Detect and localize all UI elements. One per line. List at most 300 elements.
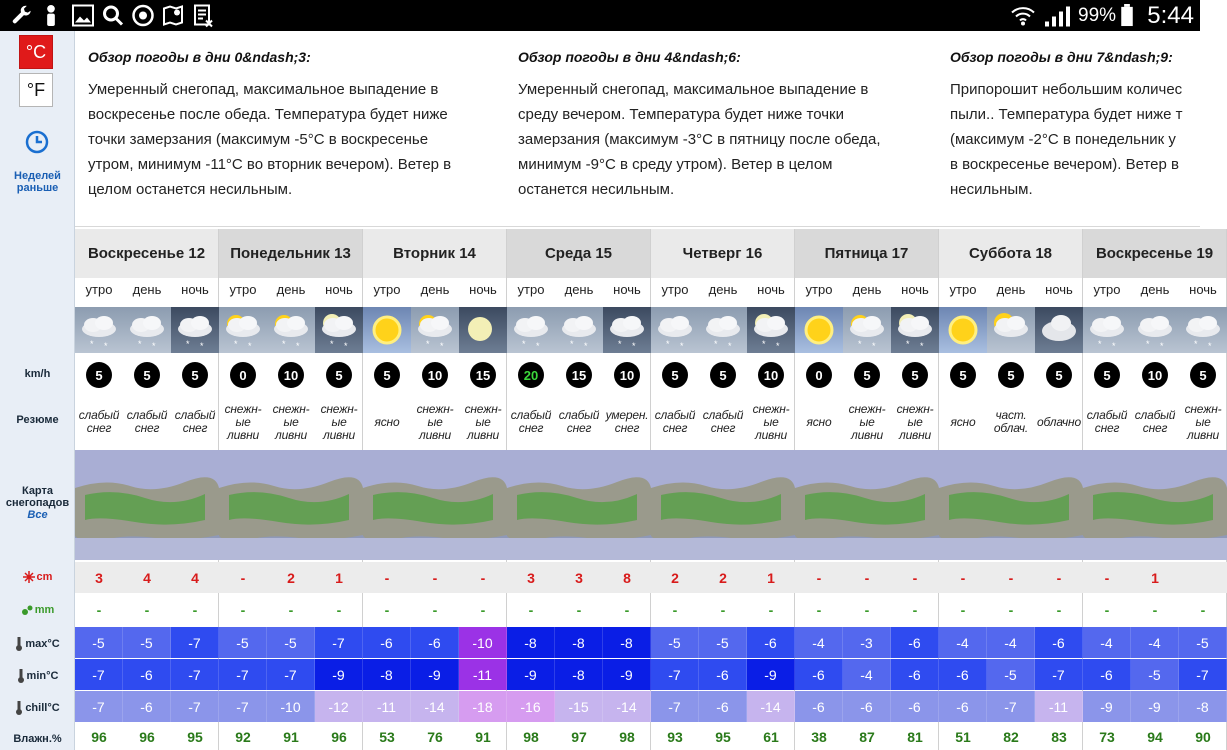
- summary-line: минимум -9°C в среду утром). Ветер в целом: [518, 156, 833, 173]
- wind-speed-icon: 5: [134, 362, 160, 388]
- chill-label: [0, 701, 75, 715]
- thermometer-icon: [15, 701, 23, 715]
- svg-text:*: *: [152, 341, 156, 351]
- sun-snow-weather-icon: [843, 307, 891, 353]
- summary-line: целом останется несильным.: [88, 181, 293, 198]
- person-icon: [42, 4, 60, 27]
- hum-row: [219, 723, 363, 750]
- condition-line: снег: [566, 421, 592, 435]
- min-value: -6: [123, 659, 171, 690]
- snow-map-label: [0, 485, 75, 521]
- rain-value: -: [432, 601, 438, 618]
- hum-value: 61: [763, 728, 779, 745]
- condition-summary: [795, 397, 843, 447]
- rain-value: -: [864, 601, 870, 618]
- summary-line: в воскресенье вечером). Ветер в: [950, 156, 1179, 173]
- max-row: [1083, 627, 1227, 658]
- chill-value: -14: [411, 691, 459, 722]
- chill-value: -18: [459, 691, 507, 722]
- condition-line: снежн-: [752, 401, 790, 416]
- snow-value: 1: [335, 569, 343, 586]
- svg-text:*: *: [440, 341, 444, 351]
- condition-line: част.: [995, 408, 1027, 422]
- snowflake-icon: [23, 571, 35, 583]
- condition-line: ые: [283, 414, 299, 429]
- snow-value: -: [864, 569, 870, 586]
- wind-cell: [459, 361, 507, 389]
- period-label: ночь: [757, 282, 785, 297]
- wind-speed-icon: 5: [86, 362, 112, 388]
- night-snow-weather-icon: [171, 307, 219, 353]
- hum-value: 51: [955, 728, 971, 745]
- wind-cell: [123, 361, 171, 389]
- min-value: -9: [603, 659, 651, 690]
- day-column: [363, 229, 507, 750]
- condition-line: ые: [427, 414, 443, 429]
- rain-value: -: [288, 601, 294, 618]
- hum-value: 87: [859, 728, 875, 745]
- snow-row: [219, 562, 363, 593]
- summary-line: замерзания (максимум -3°C в пятницу после обеда,: [518, 131, 881, 148]
- svg-text:*: *: [90, 339, 94, 349]
- snow-map-thumbnail[interactable]: [1083, 450, 1227, 560]
- condition-line: ые: [859, 414, 875, 429]
- min-value: -9: [507, 659, 555, 690]
- chill-row: [795, 691, 939, 722]
- condition-line: ясно: [950, 414, 976, 429]
- snow-value: 1: [1151, 569, 1159, 586]
- svg-text:*: *: [920, 341, 924, 351]
- chill-value: -11: [1035, 691, 1083, 722]
- condition-line: снежн-: [848, 401, 886, 416]
- night-snow-weather-icon: [603, 307, 651, 353]
- condition-line: снежн-: [1184, 401, 1222, 416]
- hum-value: 92: [235, 728, 251, 745]
- snow-value: 2: [287, 569, 295, 586]
- summary-label: Резюме: [16, 414, 59, 426]
- condition-summary: [939, 397, 987, 447]
- snow-value: 2: [719, 569, 727, 586]
- max-value: -5: [123, 627, 171, 658]
- svg-text:*: *: [714, 339, 718, 349]
- chill-value: -6: [939, 691, 987, 722]
- period-label: утро: [517, 282, 545, 297]
- min-row: [795, 659, 939, 690]
- hum-value: 83: [1051, 728, 1067, 745]
- period-label: день: [852, 282, 882, 297]
- thermometer-icon: [15, 637, 23, 651]
- svg-text:*: *: [282, 339, 286, 349]
- battery-percent: 99%: [1078, 5, 1117, 26]
- max-value: -10: [459, 627, 507, 658]
- period-label: утро: [229, 282, 257, 297]
- condition-line: ливни: [323, 427, 355, 442]
- summary-line: Припорошит небольшим количес: [950, 81, 1183, 98]
- svg-text:*: *: [1208, 341, 1212, 351]
- wind-speed-icon: 5: [854, 362, 880, 388]
- condition-summary: [75, 397, 123, 447]
- wind-cell: [747, 361, 795, 389]
- condition-line: слабый: [702, 408, 744, 422]
- max-row: [939, 627, 1083, 658]
- period-label: утро: [805, 282, 833, 297]
- min-value: -7: [651, 659, 699, 690]
- min-row: [939, 659, 1083, 690]
- snow-row: [363, 562, 507, 593]
- chill-row: [939, 691, 1083, 722]
- rain-value: -: [624, 601, 630, 618]
- snow-weather-icon: [1179, 307, 1227, 353]
- summary-title: Обзор погоды в дни 7&ndash;9:: [950, 49, 1173, 65]
- condition-line: слабый: [174, 408, 216, 422]
- wind-speed-icon: 5: [1190, 362, 1216, 388]
- condition-line: снег: [134, 421, 160, 435]
- rain-value: -: [960, 601, 966, 618]
- rain-label: [0, 604, 75, 616]
- day-header: Суббота 18: [939, 229, 1082, 278]
- svg-text:*: *: [330, 339, 334, 349]
- svg-text:*: *: [426, 339, 430, 349]
- condition-line: слабый: [558, 408, 600, 422]
- chill-value: -9: [1083, 691, 1131, 722]
- signal-icon: [1044, 4, 1074, 27]
- chill-value: -6: [795, 691, 843, 722]
- chill-row: [651, 691, 795, 722]
- svg-text:*: *: [584, 341, 588, 351]
- previous-weeks-link[interactable]: [0, 170, 75, 194]
- day-column: [939, 229, 1083, 750]
- wind-cell: [987, 361, 1035, 389]
- wind-cell: [75, 361, 123, 389]
- snow-weather-icon: [699, 307, 747, 353]
- wind-cell: [651, 361, 699, 389]
- chill-value: -7: [987, 691, 1035, 722]
- hum-row: [795, 723, 939, 750]
- max-value: -4: [1131, 627, 1179, 658]
- rain-value: -: [816, 601, 822, 618]
- rain-value: -: [528, 601, 534, 618]
- chill-value: -10: [267, 691, 315, 722]
- wind-speed-icon: 5: [374, 362, 400, 388]
- condition-line: ясно: [806, 414, 832, 429]
- wrench-icon: [10, 4, 34, 27]
- summary-line: останется несильным.: [518, 181, 675, 198]
- snow-row: [1083, 562, 1227, 593]
- condition-line: ливни: [899, 427, 931, 442]
- condition-summary: [123, 397, 171, 447]
- svg-text:*: *: [138, 339, 142, 349]
- wind-cell: [843, 361, 891, 389]
- max-value: -7: [315, 627, 363, 658]
- snow-map-thumbnail[interactable]: [363, 450, 507, 560]
- rain-value: -: [384, 601, 390, 618]
- wind-speed-icon: 0: [230, 362, 256, 388]
- svg-text:*: *: [570, 339, 574, 349]
- snow-value: -: [1104, 569, 1110, 586]
- chill-value: -9: [1131, 691, 1179, 722]
- condition-line: ливни: [275, 427, 307, 442]
- wind-cell: [507, 361, 555, 389]
- max-row: [363, 627, 507, 658]
- snow-unit: cm: [36, 571, 53, 583]
- cloud-night-weather-icon: [1035, 307, 1083, 353]
- moon-snow-weather-icon: [315, 307, 363, 353]
- day-column: [75, 229, 219, 750]
- min-value: -7: [75, 659, 123, 690]
- svg-text:*: *: [536, 341, 540, 351]
- snow-weather-icon: [75, 307, 123, 353]
- chill-row: [1083, 691, 1227, 722]
- wind-speed-icon: 5: [662, 362, 688, 388]
- chill-value: -6: [699, 691, 747, 722]
- wind-speed-icon: 5: [710, 362, 736, 388]
- condition-summary: [843, 397, 891, 447]
- svg-text:*: *: [104, 341, 108, 351]
- hum-value: 93: [667, 728, 683, 745]
- condition-summary: [891, 397, 939, 447]
- condition-line: слабый: [510, 408, 552, 422]
- snow-map-thumbnail[interactable]: [939, 450, 1083, 560]
- moon-snow-weather-icon: [747, 307, 795, 353]
- condition-summary: [315, 397, 363, 447]
- condition-summary: [507, 397, 555, 447]
- hum-row: [1083, 723, 1227, 750]
- svg-text:*: *: [522, 339, 526, 349]
- max-value: -8: [555, 627, 603, 658]
- condition-line: ливни: [1187, 427, 1219, 442]
- period-label: день: [132, 282, 162, 297]
- summary-title: Обзор погоды в дни 4&ndash;6:: [518, 49, 741, 65]
- rain-row: [507, 594, 651, 625]
- clock-icon[interactable]: [25, 130, 49, 154]
- svg-text:*: *: [906, 339, 910, 349]
- summary-line: пыли.. Температура будет ниже т: [950, 106, 1183, 123]
- condition-summary: [747, 397, 795, 447]
- snow-map-thumbnail[interactable]: [75, 450, 219, 560]
- summary-line: Умеренный снегопад, максимальное выпадение в: [88, 81, 439, 98]
- condition-line: ливни: [755, 427, 787, 442]
- min-unit: min°C: [26, 669, 59, 682]
- svg-text:*: *: [186, 339, 190, 349]
- period-label: ночь: [325, 282, 353, 297]
- hum-value: 76: [427, 728, 443, 745]
- hum-value: 96: [139, 728, 155, 745]
- condition-line: снег: [662, 421, 688, 435]
- min-value: -5: [987, 659, 1035, 690]
- left-panel: [0, 31, 75, 750]
- max-value: -8: [603, 627, 651, 658]
- period-label: утро: [373, 282, 401, 297]
- wind-cell: [1131, 361, 1179, 389]
- hum-value: 73: [1099, 728, 1115, 745]
- svg-text:*: *: [200, 341, 204, 351]
- svg-text:*: *: [1194, 339, 1198, 349]
- day-header: Воскресенье 12: [75, 229, 218, 278]
- condition-summary: [699, 397, 747, 447]
- condition-summary: [651, 397, 699, 447]
- wind-speed-icon: 15: [566, 362, 592, 388]
- chill-value: -7: [171, 691, 219, 722]
- chrome-icon: [132, 4, 154, 27]
- summary-line: Умеренный снегопад, максимальное выпадение в: [518, 81, 869, 98]
- snow-weather-icon: [507, 307, 555, 353]
- condition-line: ясно: [374, 414, 400, 429]
- snow-row: [795, 562, 939, 593]
- wind-speed-icon: 10: [614, 362, 640, 388]
- period-label: день: [420, 282, 450, 297]
- max-row: [795, 627, 939, 658]
- condition-summary: [603, 397, 651, 447]
- celsius-button[interactable]: °C: [19, 35, 53, 69]
- max-value: -5: [1179, 627, 1227, 658]
- min-value: -6: [795, 659, 843, 690]
- max-value: -6: [1035, 627, 1083, 658]
- snow-value: 4: [191, 569, 199, 586]
- svg-text:*: *: [296, 341, 300, 351]
- condition-line: слабый: [126, 408, 168, 422]
- wind-speed-icon: 10: [1142, 362, 1168, 388]
- wind-cell: [1083, 361, 1131, 389]
- max-row: [651, 627, 795, 658]
- condition-line: ые: [235, 414, 251, 429]
- condition-line: ые: [331, 414, 347, 429]
- max-value: -3: [843, 627, 891, 658]
- snow-value: -: [1008, 569, 1014, 586]
- period-label: день: [564, 282, 594, 297]
- period-label: ночь: [901, 282, 929, 297]
- summary-line: несильным.: [950, 181, 1033, 198]
- svg-text:*: *: [248, 341, 252, 351]
- wind-cell: [795, 361, 843, 389]
- map-all-link[interactable]: Все: [27, 509, 48, 521]
- max-value: -6: [891, 627, 939, 658]
- period-label: день: [276, 282, 306, 297]
- min-row: [507, 659, 651, 690]
- rain-value: -: [240, 601, 246, 618]
- wind-speed-icon: 10: [422, 362, 448, 388]
- min-temp-label: [0, 669, 75, 683]
- condition-line: снег: [182, 421, 208, 435]
- max-row: [75, 627, 219, 658]
- period-label: утро: [661, 282, 689, 297]
- min-value: -9: [315, 659, 363, 690]
- min-value: -7: [1179, 659, 1227, 690]
- condition-line: снежн-: [464, 401, 502, 416]
- min-value: -7: [267, 659, 315, 690]
- day-header: Среда 15: [507, 229, 650, 278]
- svg-text:*: *: [632, 341, 636, 351]
- summary-text: [950, 77, 1200, 202]
- day-header: Вторник 14: [363, 229, 506, 278]
- day-column: [651, 229, 795, 750]
- rain-row: [795, 594, 939, 625]
- svg-text:*: *: [872, 341, 876, 351]
- sun-weather-icon: [363, 307, 411, 353]
- document-icon: [192, 4, 214, 27]
- wind-cell: [699, 361, 747, 389]
- condition-line: снег: [86, 421, 112, 435]
- hum-value: 96: [91, 728, 107, 745]
- svg-text:*: *: [728, 341, 732, 351]
- wind-speed-icon: 5: [902, 362, 928, 388]
- condition-line: умерен.: [605, 408, 649, 422]
- snow-value: -: [960, 569, 966, 586]
- svg-text:*: *: [666, 339, 670, 349]
- condition-summary: [363, 397, 411, 447]
- summary-text: [88, 77, 508, 202]
- svg-text:*: *: [1146, 339, 1150, 349]
- snow-value: -: [480, 569, 486, 586]
- min-value: -6: [1083, 659, 1131, 690]
- chill-row: [363, 691, 507, 722]
- wind-cell: [171, 361, 219, 389]
- rain-value: -: [1008, 601, 1014, 618]
- chill-value: -16: [507, 691, 555, 722]
- snow-row: [507, 562, 651, 593]
- condition-line: слабый: [654, 408, 696, 422]
- snow-value: -: [912, 569, 918, 586]
- wind-cell: [363, 361, 411, 389]
- sun-weather-icon: [939, 307, 987, 353]
- min-row: [1083, 659, 1227, 690]
- condition-summary: [459, 397, 507, 447]
- snow-map-thumbnail[interactable]: [651, 450, 795, 560]
- snow-map-thumbnail[interactable]: [219, 450, 363, 560]
- wind-cell: [1179, 361, 1227, 389]
- wind-cell: [1035, 361, 1083, 389]
- map-icon: [162, 4, 184, 27]
- condition-line: снежн-: [224, 401, 262, 416]
- snow-map-thumbnail[interactable]: [795, 450, 939, 560]
- wind-cell: [603, 361, 651, 389]
- min-value: -7: [219, 659, 267, 690]
- fahrenheit-button[interactable]: °F: [19, 73, 53, 107]
- max-row: [507, 627, 651, 658]
- summary-line: утром, минимум -11°C во вторник вечером). Ветер в: [88, 156, 452, 173]
- snow-value: 8: [623, 569, 631, 586]
- condition-line: ливни: [851, 427, 883, 442]
- min-value: -9: [411, 659, 459, 690]
- hum-value: 81: [907, 728, 923, 745]
- hum-row: [363, 723, 507, 750]
- snow-label: [0, 571, 75, 583]
- condition-line: ые: [907, 414, 923, 429]
- period-label: ночь: [1189, 282, 1217, 297]
- svg-text:*: *: [618, 339, 622, 349]
- wind-cell: [219, 361, 267, 389]
- min-value: -11: [459, 659, 507, 690]
- wind-cell: [939, 361, 987, 389]
- hum-value: 38: [811, 728, 827, 745]
- wind-speed-icon: 10: [278, 362, 304, 388]
- min-row: [363, 659, 507, 690]
- wind-cell: [315, 361, 363, 389]
- snow-map-thumbnail[interactable]: [507, 450, 651, 560]
- min-value: -7: [1035, 659, 1083, 690]
- min-value: -4: [843, 659, 891, 690]
- min-row: [75, 659, 219, 690]
- svg-text:*: *: [1160, 341, 1164, 351]
- snow-row: [651, 562, 795, 593]
- summary-line: воскресенье после обеда. Температура будет ниже: [88, 106, 448, 123]
- condition-line: снежн-: [272, 401, 310, 416]
- min-value: -5: [1131, 659, 1179, 690]
- summary-text: [518, 77, 938, 202]
- wind-speed-icon: 5: [182, 362, 208, 388]
- max-value: -7: [171, 627, 219, 658]
- day-header: Понедельник 13: [219, 229, 362, 278]
- rain-value: -: [1152, 601, 1158, 618]
